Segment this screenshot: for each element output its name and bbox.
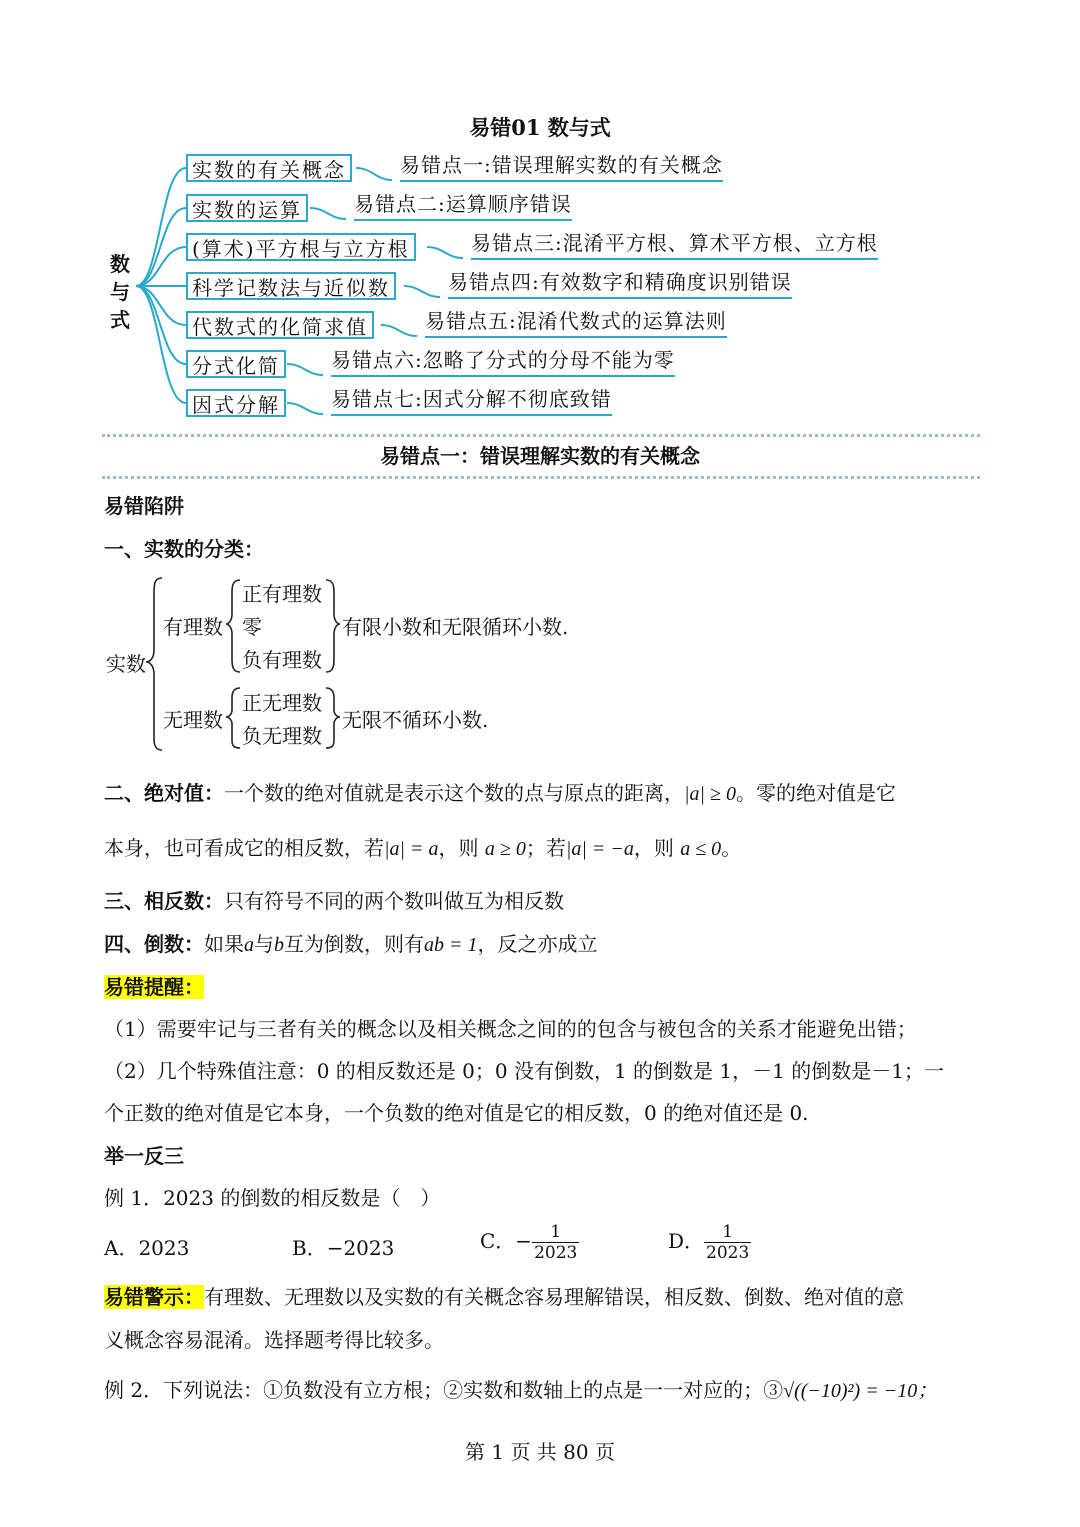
mindmap-point: 易错点七:因式分解不彻底致错 (331, 386, 612, 416)
opposite-line (104, 885, 564, 914)
abs-text: ；若 (525, 836, 566, 860)
class-irrational: 无理数 (163, 708, 223, 732)
mindmap-point: 易错点一:错误理解实数的有关概念 (400, 152, 723, 182)
abs-text: 。零的绝对值是它 (735, 781, 896, 805)
opposite-text: 只有符号不同的两个数叫做互为相反数 (224, 889, 564, 913)
formula: a ≥ 0 (484, 838, 526, 860)
warning-label: 易错警示： (104, 1285, 204, 1309)
mindmap-topic: 实数的有关概念 (186, 154, 352, 182)
warning-line-1 (104, 1281, 904, 1310)
brace-irrational-right (326, 688, 340, 748)
reciprocal-text: 与 (254, 932, 274, 956)
mindmap-point: 易错点五:混淆代数式的运算法则 (425, 308, 727, 338)
brace-root (146, 578, 162, 750)
class-root: 实数 (106, 652, 146, 676)
class-item: 正有理数 (242, 582, 322, 606)
branch-line (136, 286, 186, 403)
abs-text: ，则 (438, 836, 479, 860)
reciprocal-label: 四、倒数： (104, 932, 204, 956)
mindmap-topic: (算术)平方根与立方根 (186, 233, 416, 261)
reciprocal-text: 互为倒数，则有 (284, 932, 424, 956)
divider (102, 476, 980, 479)
link-line (381, 325, 417, 336)
option-d-label: D． (668, 1229, 705, 1253)
var-b: b (274, 934, 284, 956)
mindmap-topic: 因式分解 (186, 389, 286, 417)
warning-line-2: 义概念容易混淆。选择题考得比较多。 (104, 1328, 444, 1352)
formula: ab = 1 (424, 934, 478, 956)
mindmap-topic: 科学记数法与近似数 (186, 272, 396, 300)
link-line (287, 403, 323, 414)
abs-text: 一个数的绝对值就是表示这个数的点与原点的距离， (224, 781, 684, 805)
option-c-label: C．− (480, 1229, 533, 1253)
trap-heading: 易错陷阱 (104, 494, 184, 518)
mindmap-point: 易错点二:运算顺序错误 (354, 191, 572, 221)
mindmap-topic: 代数式的化简求值 (186, 311, 374, 339)
mindmap-point: 易错点四:有效数字和精确度识别错误 (448, 269, 792, 299)
mindmap-topic: 实数的运算 (186, 194, 308, 222)
reminder-2b: 个正数的绝对值是它本身，一个负数的绝对值是它的相反数，0 的绝对值还是 0. (104, 1101, 809, 1125)
opposite-label: 三、相反数： (104, 889, 224, 913)
formula: a ≤ 0 (680, 838, 722, 860)
class-item: 正无理数 (242, 691, 322, 715)
option-b: B．−2023 (292, 1236, 395, 1260)
link-line (310, 208, 346, 219)
reminder-1: （1）需要牢记与三者有关的概念以及相关概念之间的的包含与被包含的关系才能避免出错； (104, 1017, 917, 1041)
practice-heading: 举一反三 (104, 1144, 184, 1168)
denominator: 2023 (534, 1243, 578, 1263)
warning-text: 有理数、无理数以及实数的有关概念容易理解错误，相反数、倒数、绝对值的意 (204, 1285, 904, 1309)
mindmap-topic: 分式化简 (186, 350, 286, 378)
reminder-label: 易错提醒： (104, 975, 204, 999)
numerator: 1 (722, 1222, 734, 1242)
var-a: a (244, 934, 254, 956)
reciprocal-text: 如果 (204, 932, 244, 956)
page-footer: 第 1 页 共 80 页 (465, 1440, 615, 1464)
page-title: 易错01 数与式 (469, 115, 611, 140)
abs-line-1 (104, 777, 896, 806)
divider (102, 434, 980, 437)
brace-irrational-left (226, 688, 240, 748)
side-char: 数 (110, 252, 130, 276)
option-c (480, 1222, 579, 1263)
denominator: 2023 (706, 1243, 750, 1263)
class-rational: 有理数 (163, 615, 223, 639)
example-2-text: 例 2．下列说法：①负数没有立方根；②实数和数轴上的点是一一对应的；③ (104, 1378, 784, 1402)
fraction (532, 1222, 579, 1263)
reciprocal-line (104, 928, 598, 957)
formula: |a| = −a (565, 838, 634, 860)
mindmap-point: 易错点六:忽略了分式的分母不能为零 (331, 347, 675, 377)
side-char: 式 (110, 308, 130, 332)
formula: √((−10)²) = −10； (783, 1380, 938, 1402)
link-line (404, 286, 440, 297)
example-2 (104, 1374, 937, 1403)
numerator: 1 (550, 1222, 562, 1242)
abs-label: 二、绝对值： (104, 781, 224, 805)
side-char: 与 (110, 280, 130, 304)
link-line (356, 168, 392, 180)
formula: |a| = a (384, 838, 439, 860)
class-note: 无限不循环小数. (342, 708, 489, 732)
option-d (668, 1222, 751, 1263)
formula: |a| ≥ 0 (684, 783, 736, 805)
class-item: 零 (242, 615, 262, 639)
branch-line (136, 168, 186, 286)
abs-line-2 (104, 832, 741, 861)
reminder-heading (104, 971, 204, 1000)
class-item: 负有理数 (242, 648, 322, 672)
abs-text: ，则 (633, 836, 674, 860)
link-line (427, 247, 463, 258)
link-line (287, 364, 323, 375)
abs-text: 本身，也可看成它的相反数，若 (104, 836, 384, 860)
brace-rational-left (226, 580, 240, 672)
option-a: A．2023 (104, 1236, 190, 1260)
fraction (704, 1222, 751, 1263)
brace-rational-right (326, 580, 340, 672)
mindmap-point: 易错点三:混淆平方根、算术平方根、立方根 (471, 230, 878, 260)
class-item: 负无理数 (242, 724, 322, 748)
reciprocal-text: ，反之亦成立 (477, 932, 598, 956)
heading-classification: 一、实数的分类： (104, 537, 264, 561)
section-title: 易错点一：错误理解实数的有关概念 (380, 444, 700, 468)
example-1: 例 1．2023 的倒数的相反数是（ ） (104, 1186, 441, 1210)
class-note: 有限小数和无限循环小数. (342, 615, 569, 639)
abs-text: 。 (721, 836, 742, 860)
reminder-2a: （2）几个特殊值注意：0 的相反数还是 0；0 没有倒数，1 的倒数是 1，－1 的倒数是－1；一 (104, 1059, 944, 1083)
